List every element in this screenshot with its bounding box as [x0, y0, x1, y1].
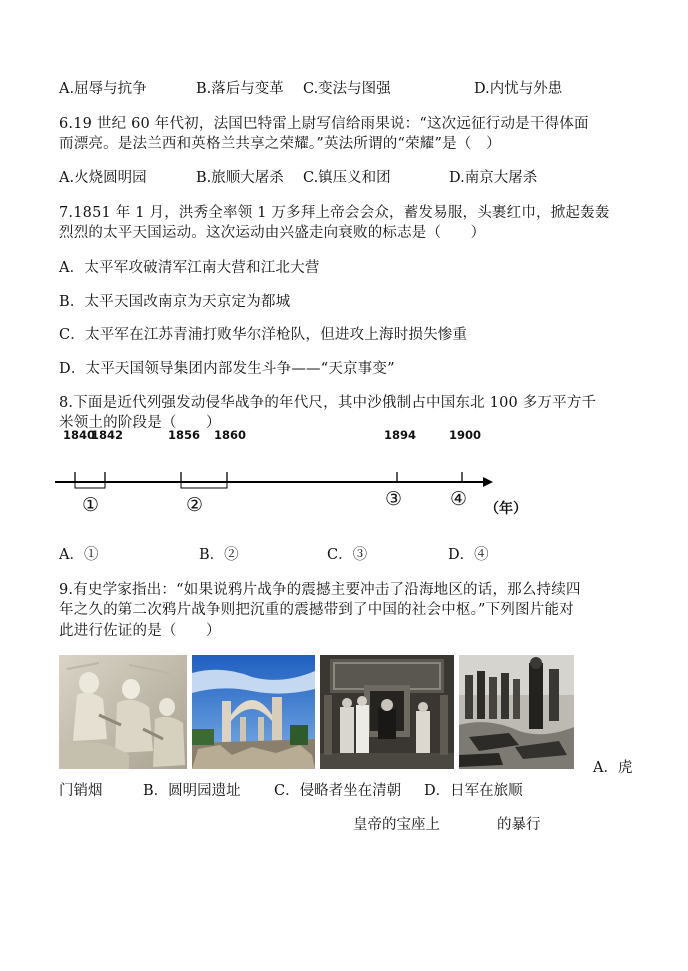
caption-d-part1: D．日军在旅顺 [424, 783, 523, 799]
q7-stem-line1: 7.1851 年 1 月，洪秀全率领 1 万多拜上帝会会众，蓄发易服，头裹红巾，掀起轰轰 [59, 205, 610, 221]
q6-option-c: C.镇压义和团 [303, 170, 391, 186]
q8-option-d: D．④ [448, 547, 489, 563]
q6-stem-line1: 6.19 世纪 60 年代初，法国巴特雷上尉写信给雨果说：“这次远征行动是干得体面 [59, 116, 589, 132]
q6-option-d: D.南京大屠杀 [449, 170, 538, 186]
year-1840: 1840 [63, 428, 96, 442]
caption-c-part2: 皇帝的宝座上 [353, 817, 440, 833]
q9-stem-line3: 此进行佐证的是（ ） [59, 623, 221, 639]
q5-option-b: B.落后与变革 [196, 81, 284, 97]
q8-option-c: C．③ [327, 547, 368, 563]
q7-stem-line2: 烈烈的太平天国运动。这次运动由兴盛走向衰败的标志是（ ） [59, 225, 486, 241]
q9-stem-line1: 9.有史学家指出：“如果说鸦片战争的震撼主要冲击了沿海地区的话，那么持续四 [59, 582, 581, 598]
q5-option-c: C.变法与图强 [303, 81, 391, 97]
year-1894: 1894 [384, 428, 417, 442]
q8-stem-line1: 8.下面是近代列强发动侵华战争的年代尺，其中沙俄制占中国东北 100 多万平方千 [59, 395, 597, 411]
caption-b: B．圆明园遗址 [143, 783, 241, 799]
year-1842: 1842 [91, 428, 124, 442]
q8-stem-line2: 米领土的阶段是（ ） [59, 415, 221, 431]
photo-throne-invaders [320, 655, 454, 769]
marker-1: ① [82, 494, 100, 516]
q6-option-b: B.旅顺大屠杀 [196, 170, 284, 186]
q6-stem-line2: 而漂亮。是法兰西和英格兰共享之荣耀。”英法所谓的“荣耀”是（ ） [59, 136, 501, 152]
q8-option-a: A．① [59, 547, 99, 563]
photo-yuanmingyuan-ruins [192, 655, 315, 769]
q5-option-a: A.屈辱与抗争 [59, 81, 147, 97]
q7-option-c: C．太平军在江苏青浦打败华尔洋枪队，但进攻上海时损失惨重 [59, 327, 468, 343]
timeline-arrowhead [483, 477, 493, 487]
q6-option-a: A.火烧圆明园 [59, 170, 147, 186]
caption-a-part1: A．虎 [593, 760, 633, 776]
photo-humen-relief [59, 655, 187, 769]
photo-lushun-atrocity [459, 655, 574, 769]
marker-2: ② [186, 494, 204, 516]
timeline [55, 420, 525, 530]
q7-option-b: B．太平天国改南京为天京定为都城 [59, 294, 291, 310]
marker-3: ③ [385, 488, 403, 510]
year-1900: 1900 [449, 428, 482, 442]
year-1860: 1860 [214, 428, 247, 442]
unit-label: （年） [485, 501, 527, 517]
q9-stem-line2: 年之久的第二次鸦片战争则把沉重的震撼带到了中国的社会中枢。”下列图片能对 [59, 602, 574, 618]
q5-option-d: D.内忧与外患 [474, 81, 563, 97]
q8-option-b: B．② [199, 547, 239, 563]
caption-d-part2: 的暴行 [497, 817, 541, 833]
q7-option-d: D．太平天国领导集团内部发生斗争——“天京事变” [59, 361, 395, 377]
caption-c-part1: C．侵略者坐在清朝 [274, 783, 402, 799]
year-1856: 1856 [168, 428, 201, 442]
caption-a-part2: 门销烟 [59, 783, 103, 799]
q7-option-a: A．太平军攻破清军江南大营和江北大营 [59, 260, 320, 276]
marker-4: ④ [450, 488, 468, 510]
